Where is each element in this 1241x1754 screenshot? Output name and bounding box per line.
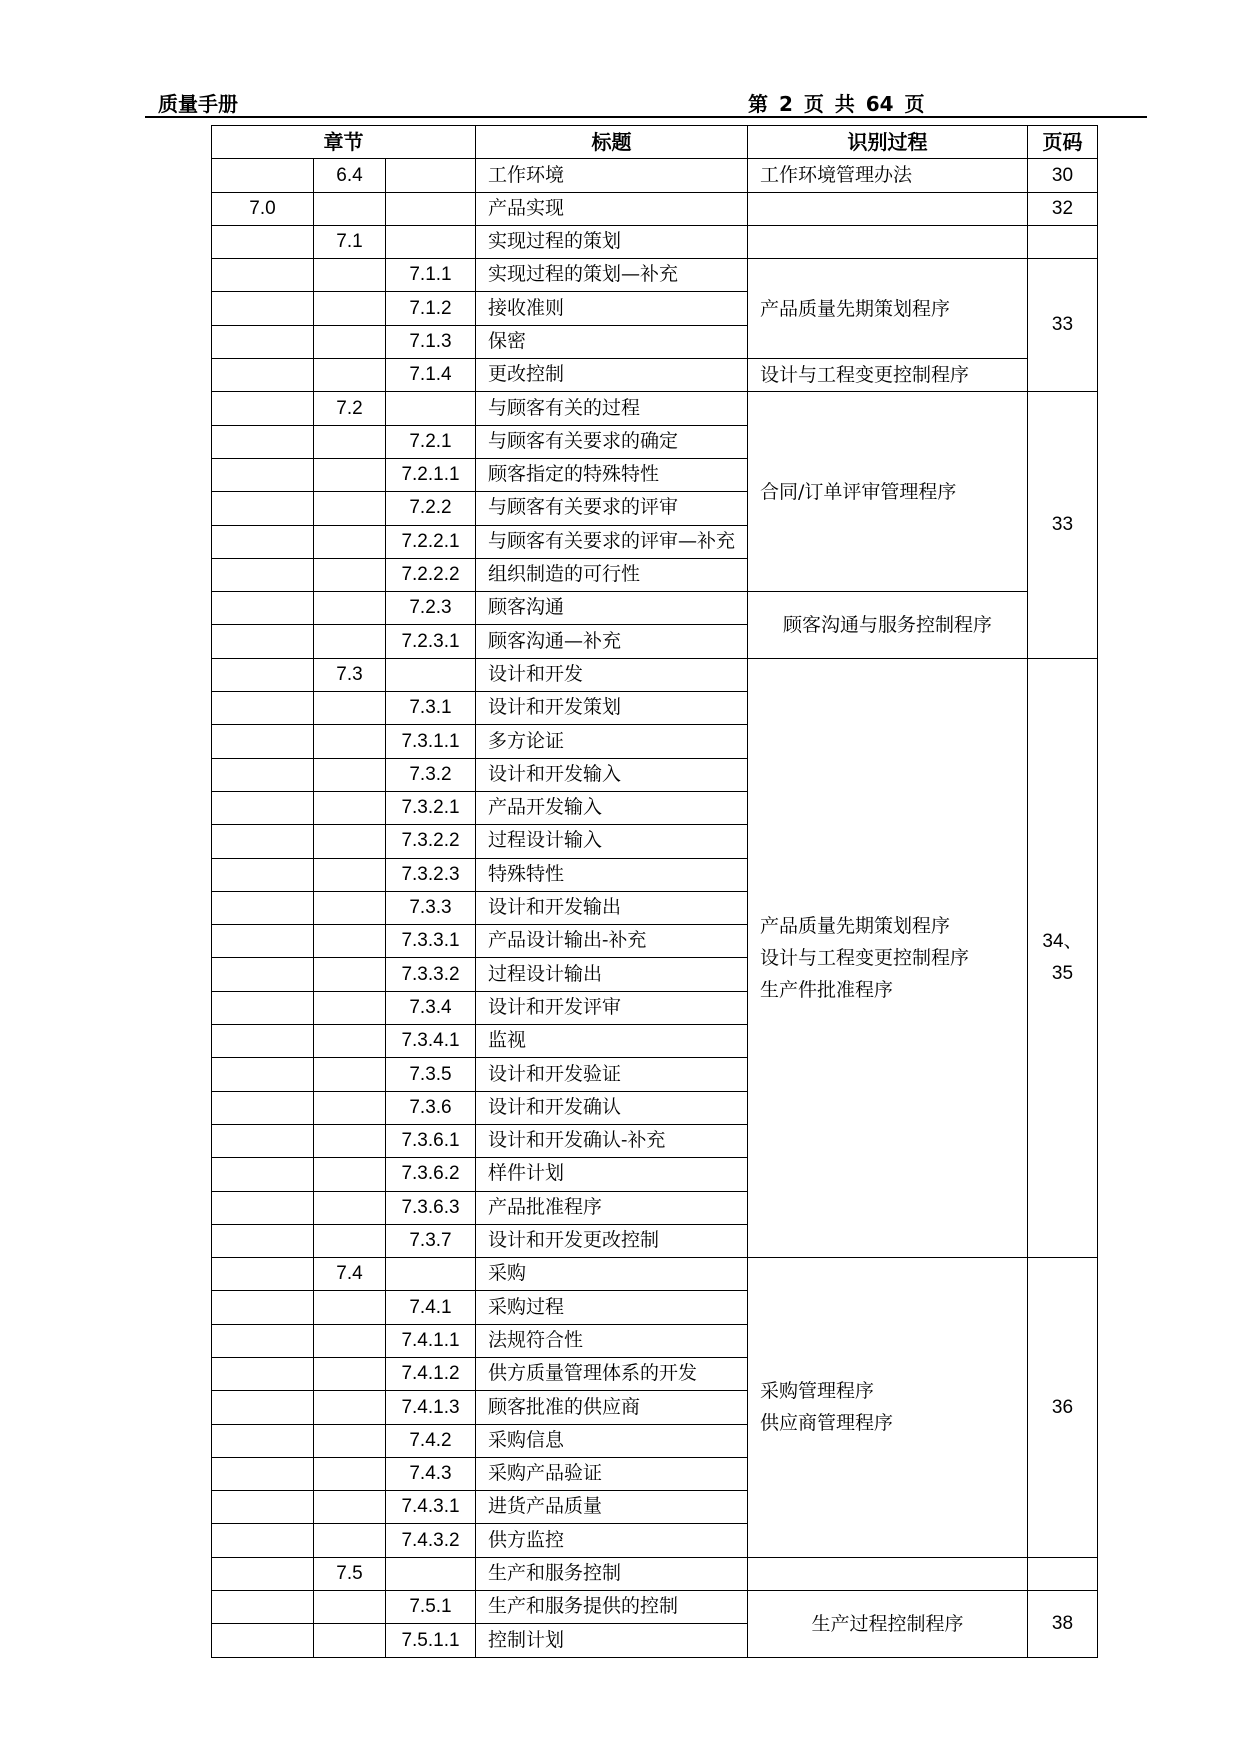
section-title: 生产和服务提供的控制 [476,1591,748,1624]
chapter-level-2 [314,1124,386,1157]
identified-process: 工作环境管理办法 [748,159,1028,192]
chapter-level-2 [314,525,386,558]
chapter-level-3: 7.3.3.2 [386,958,476,991]
section-title: 控制计划 [476,1624,748,1657]
chapter-level-1 [212,625,314,658]
chapter-level-3: 7.3.2.1 [386,791,476,824]
section-title: 生产和服务控制 [476,1557,748,1590]
chapter-level-2 [314,1624,386,1657]
chapter-level-2 [314,858,386,891]
chapter-level-2 [314,1524,386,1557]
chapter-level-3: 7.4.1.3 [386,1391,476,1424]
chapter-level-2 [314,991,386,1024]
chapter-level-1 [212,1591,314,1624]
section-title: 产品设计输出-补充 [476,925,748,958]
chapter-level-3 [386,392,476,425]
chapter-level-1 [212,425,314,458]
chapter-level-2: 6.4 [314,159,386,192]
section-title: 设计和开发确认-补充 [476,1124,748,1157]
chapter-level-2 [314,692,386,725]
identified-process [748,359,1028,392]
chapter-level-3: 7.3.6 [386,1091,476,1124]
chapter-level-1 [212,259,314,292]
table-row [212,359,1098,392]
chapter-level-1 [212,292,314,325]
page-number [1028,658,1098,1257]
chapter-level-2 [314,292,386,325]
chapter-level-2 [314,625,386,658]
chapter-level-1 [212,1025,314,1058]
section-title: 采购过程 [476,1291,748,1324]
chapter-level-1: 7.0 [212,192,314,225]
chapter-level-1 [212,359,314,392]
chapter-level-3 [386,192,476,225]
page-info: 第 2 页 共 64 页 [748,92,925,116]
chapter-level-2 [314,592,386,625]
section-title: 接收准则 [476,292,748,325]
section-title: 实现过程的策划—补充 [476,259,748,292]
chapter-level-3: 7.2.2.1 [386,525,476,558]
chapter-level-2 [314,1091,386,1124]
process-name: 产品质量先期策划程序 [760,297,951,320]
chapter-level-3: 7.4.1.2 [386,1357,476,1390]
chapter-level-1 [212,1058,314,1091]
chapter-level-3: 7.3.1 [386,692,476,725]
section-title: 设计和开发输出 [476,891,748,924]
chapter-level-2 [314,791,386,824]
chapter-level-2 [314,1391,386,1424]
page-number: 38 [1028,1591,1098,1658]
identified-process [748,658,1028,1257]
chapter-level-3: 7.3.6.1 [386,1124,476,1157]
section-title: 设计和开发 [476,658,748,691]
process-name: 生产过程控制程序 [811,1612,964,1635]
chapter-level-2 [314,725,386,758]
section-title: 供方监控 [476,1524,748,1557]
chapter-level-1 [212,525,314,558]
section-title: 产品开发输入 [476,791,748,824]
section-title: 设计和开发评审 [476,991,748,1024]
section-title: 采购产品验证 [476,1457,748,1490]
chapter-level-3: 7.4.1 [386,1291,476,1324]
chapter-level-1 [212,725,314,758]
chapter-level-1 [212,1491,314,1524]
chapter-level-3: 7.3.6.2 [386,1158,476,1191]
table-row [212,658,1098,691]
chapter-level-1 [212,325,314,358]
section-title: 设计和开发输入 [476,758,748,791]
table-row [212,1591,1098,1624]
chapter-level-3: 7.2.2.2 [386,558,476,591]
chapter-level-1 [212,1291,314,1324]
process-name: 生产件批准程序 [760,978,894,1001]
table-row [212,259,1098,292]
chapter-level-1 [212,1224,314,1257]
chapter-level-1 [212,458,314,491]
page-number: 33 [1028,259,1098,392]
chapter-level-2 [314,1191,386,1224]
chapter-level-1 [212,225,314,258]
chapter-level-2 [314,1491,386,1524]
chapter-level-1 [212,558,314,591]
chapter-level-3: 7.3.2.3 [386,858,476,891]
chapter-level-2 [314,758,386,791]
section-title: 法规符合性 [476,1324,748,1357]
table-row [212,1557,1098,1590]
section-title: 过程设计输入 [476,825,748,858]
chapter-level-3: 7.2.1 [386,425,476,458]
chapter-level-2 [314,192,386,225]
process-name: 采购管理程序 [760,1380,875,1403]
chapter-level-3: 7.5.1 [386,1591,476,1624]
identified-process [748,192,1028,225]
page-number: 33 [1028,392,1098,658]
chapter-level-3: 7.3.1.1 [386,725,476,758]
chapter-level-1 [212,492,314,525]
section-title: 与顾客有关要求的评审—补充 [476,525,748,558]
toc-body [212,159,1098,1657]
table-row [212,192,1098,225]
chapter-level-1 [212,925,314,958]
section-title: 进货产品质量 [476,1491,748,1524]
chapter-level-1 [212,1424,314,1457]
chapter-level-3 [386,1557,476,1590]
chapter-level-3: 7.4.1.1 [386,1324,476,1357]
chapter-level-2 [314,359,386,392]
section-title: 顾客沟通—补充 [476,625,748,658]
chapter-level-3 [386,225,476,258]
chapter-level-2 [314,825,386,858]
chapter-level-3: 7.2.2 [386,492,476,525]
identified-process [748,259,1028,359]
chapter-level-2 [314,891,386,924]
identified-process [748,592,1028,659]
chapter-level-2 [314,458,386,491]
chapter-level-3: 7.1.2 [386,292,476,325]
chapter-level-2 [314,925,386,958]
section-title: 保密 [476,325,748,358]
section-title: 设计和开发验证 [476,1058,748,1091]
chapter-level-3 [386,1258,476,1291]
section-title: 设计和开发策划 [476,692,748,725]
chapter-level-1 [212,692,314,725]
chapter-level-2 [314,1324,386,1357]
chapter-level-3: 7.2.3.1 [386,625,476,658]
chapter-level-1 [212,1324,314,1357]
chapter-level-1 [212,1158,314,1191]
chapter-level-1 [212,791,314,824]
chapter-level-1 [212,1391,314,1424]
chapter-level-1 [212,592,314,625]
identified-process [748,392,1028,592]
process-name: 设计与工程变更控制程序 [760,364,970,387]
chapter-level-3: 7.3.2 [386,758,476,791]
chapter-level-2 [314,492,386,525]
process-name: 产品质量先期策划程序 [760,914,951,937]
chapter-level-3: 7.4.3 [386,1457,476,1490]
chapter-level-1 [212,392,314,425]
chapter-level-1 [212,159,314,192]
section-title: 采购 [476,1258,748,1291]
process-name: 供应商管理程序 [760,1412,894,1435]
chapter-level-1 [212,991,314,1024]
identified-process [748,1591,1028,1658]
col-header-page: 页码 [1028,126,1098,159]
chapter-level-1 [212,1191,314,1224]
chapter-level-1 [212,891,314,924]
section-title: 顾客批准的供应商 [476,1391,748,1424]
col-header-chapter: 章节 [212,126,476,159]
chapter-level-2: 7.1 [314,225,386,258]
identified-process [748,1557,1028,1590]
identified-process [748,1258,1028,1558]
chapter-level-2 [314,325,386,358]
section-title: 采购信息 [476,1424,748,1457]
chapter-level-3: 7.3.4.1 [386,1025,476,1058]
page-number [1028,1557,1098,1590]
section-title: 产品批准程序 [476,1191,748,1224]
chapter-level-3: 7.3.4 [386,991,476,1024]
page-number-line: 34、 [1042,930,1083,952]
table-row [212,1258,1098,1291]
identified-process [748,225,1028,258]
chapter-level-1 [212,825,314,858]
document-title: 质量手册 [158,92,238,116]
chapter-level-1 [212,1457,314,1490]
section-title: 设计和开发确认 [476,1091,748,1124]
page-number: 30 [1028,159,1098,192]
table-row [212,225,1098,258]
col-header-process: 识别过程 [748,126,1028,159]
section-title: 设计和开发更改控制 [476,1224,748,1257]
section-title: 特殊特性 [476,858,748,891]
chapter-level-1 [212,1258,314,1291]
table-header-row [212,126,1098,159]
chapter-level-1 [212,758,314,791]
table-row [212,592,1098,625]
section-title: 多方论证 [476,725,748,758]
section-title: 监视 [476,1025,748,1058]
chapter-level-3: 7.2.1.1 [386,458,476,491]
chapter-level-2 [314,1424,386,1457]
section-title: 组织制造的可行性 [476,558,748,591]
chapter-level-1 [212,1557,314,1590]
section-title: 供方质量管理体系的开发 [476,1357,748,1390]
chapter-level-3: 7.1.1 [386,259,476,292]
section-title: 与顾客有关要求的确定 [476,425,748,458]
chapter-level-3: 7.3.2.2 [386,825,476,858]
table-row [212,159,1098,192]
chapter-level-2 [314,1058,386,1091]
chapter-level-1 [212,858,314,891]
chapter-level-2 [314,1025,386,1058]
section-title: 样件计划 [476,1158,748,1191]
chapter-level-3: 7.3.7 [386,1224,476,1257]
chapter-level-2 [314,1224,386,1257]
page-number: 32 [1028,192,1098,225]
chapter-level-3: 7.3.3.1 [386,925,476,958]
table-row [212,392,1098,425]
chapter-level-2: 7.2 [314,392,386,425]
chapter-level-1 [212,658,314,691]
col-header-title: 标题 [476,126,748,159]
chapter-level-3: 7.3.6.3 [386,1191,476,1224]
chapter-level-2 [314,1158,386,1191]
chapter-level-1 [212,1091,314,1124]
section-title: 过程设计输出 [476,958,748,991]
chapter-level-3: 7.4.2 [386,1424,476,1457]
section-title: 产品实现 [476,192,748,225]
section-title: 与顾客有关的过程 [476,392,748,425]
chapter-level-2: 7.3 [314,658,386,691]
section-title: 顾客指定的特殊特性 [476,458,748,491]
process-name: 合同/订单评审管理程序 [760,480,957,503]
chapter-level-3: 7.3.3 [386,891,476,924]
chapter-level-2: 7.4 [314,1258,386,1291]
section-title: 顾客沟通 [476,592,748,625]
chapter-level-3: 7.1.4 [386,359,476,392]
section-title: 工作环境 [476,159,748,192]
chapter-level-2 [314,1591,386,1624]
chapter-level-2 [314,1457,386,1490]
chapter-level-2 [314,558,386,591]
chapter-level-3: 7.1.3 [386,325,476,358]
section-title: 更改控制 [476,359,748,392]
chapter-level-2 [314,259,386,292]
chapter-level-2 [314,1357,386,1390]
page-number: 36 [1028,1258,1098,1558]
chapter-level-1 [212,1124,314,1157]
chapter-level-2 [314,1291,386,1324]
process-name: 顾客沟通与服务控制程序 [782,613,992,636]
chapter-level-3: 7.4.3.1 [386,1491,476,1524]
chapter-level-2 [314,958,386,991]
page-number [1028,225,1098,258]
chapter-level-3: 7.2.3 [386,592,476,625]
section-title: 与顾客有关要求的评审 [476,492,748,525]
chapter-level-3 [386,159,476,192]
page-number-line: 35 [1051,962,1074,984]
chapter-level-3: 7.5.1.1 [386,1624,476,1657]
chapter-level-2 [314,425,386,458]
chapter-level-3: 7.4.3.2 [386,1524,476,1557]
chapter-level-3: 7.3.5 [386,1058,476,1091]
chapter-level-1 [212,958,314,991]
chapter-level-3 [386,658,476,691]
chapter-level-1 [212,1624,314,1657]
section-title: 实现过程的策划 [476,225,748,258]
header-rule [145,116,1147,118]
chapter-level-1 [212,1524,314,1557]
toc-table [211,125,1098,1658]
chapter-level-2: 7.5 [314,1557,386,1590]
process-name: 设计与工程变更控制程序 [760,946,970,969]
chapter-level-1 [212,1357,314,1390]
